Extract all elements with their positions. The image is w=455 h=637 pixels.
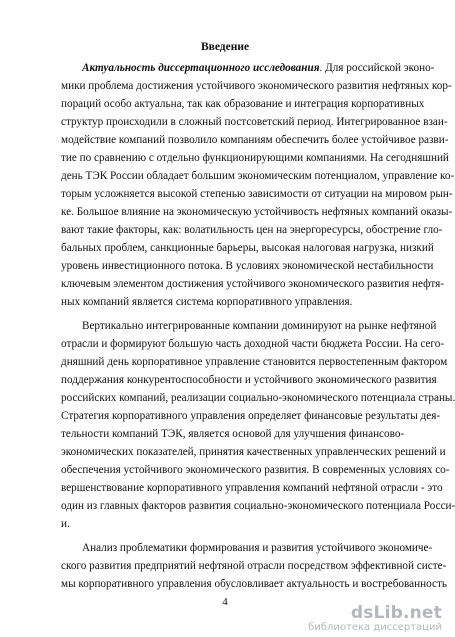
paragraph-1-line-4: структур происходили в сложный постсоветский период. Интегрированное взаи- (61, 116, 448, 128)
lead-phrase: Актуальность диссертационного исследования (82, 62, 320, 74)
paragraph-1-line-6: тие по сравнению с отдельно функционирующими компаниями. На сегодняшний (61, 152, 449, 164)
text-span: . Для российской эконо- (319, 62, 435, 74)
paragraph-1-line-13: ключевым элементом достижения устойчивого экономического развития нефтя- (61, 278, 444, 290)
watermark (308, 604, 442, 633)
paragraph-1-line-12: уровень инвестиционного потока. В условиях экономической нестабильности (61, 260, 434, 272)
section-heading: Введение (200, 41, 250, 53)
watermark-subtitle: библиотека диссертаций (308, 622, 442, 633)
paragraph-2-line-3: дняшний день корпоративное управление становится первостепенным фактором (61, 356, 448, 368)
paragraph-2-line-10: вершенствование корпоративного управления компаний нефтяной отрасли - это (61, 482, 443, 494)
paragraph-1-line-7: день ТЭК России обладает большим экономическим потенциалом, управление ко- (61, 170, 455, 182)
paragraph-1-line-3: пораций особо актуальна, так как образование и интеграция корпоративных (61, 98, 425, 110)
paragraph-3-line-3: мы корпоративного управления обусловливает актуальность и востребованность (61, 578, 447, 590)
paragraph-2-line-12: и. (61, 518, 70, 530)
paragraph-1-line-1 (82, 59, 435, 77)
paragraph-2-line-2: отрасли и формируют большую часть доходной части бюджета России. На сего- (61, 338, 445, 350)
paragraph-3-line-2: ского развития предприятий нефтяной отрасли посредством эффективной систе- (61, 560, 447, 572)
paragraph-1-line-11: бальных проблем, санкционные барьеры, высокая налоговая нагрузка, низкий (61, 242, 434, 254)
paragraph-1-line-8: торым усложняется высокой степенью зависимости от ситуации на мировом рын- (61, 188, 453, 200)
paragraph-2-line-6: Стратегия корпоративного управления определяет финансовые результаты дея- (61, 410, 441, 422)
page-number: 4 (222, 596, 228, 608)
paragraph-2-line-8: экономических показателей, принятия качественных управленческих решений и (61, 446, 446, 458)
paragraph-2-line-5: российских компаний, реализации социально-экономического потенциала страны. (61, 392, 455, 404)
paragraph-3-line-1: Анализ проблематики формирования и развития устойчивого экономиче- (82, 542, 433, 554)
paragraph-1-line-5: модействие компаний позволило компаниям обеспечить более устойчивое разви- (61, 134, 449, 146)
paragraph-2-line-9: обеспечения устойчивого экономического развития. В современных условиях со- (61, 464, 450, 476)
paragraph-2-line-11: один из главных факторов развития социально-экономического потенциала Росси- (61, 500, 455, 512)
watermark-logo: dsLib.net (350, 603, 442, 623)
paragraph-1-line-14: ных компаний является система корпоративного управления. (61, 296, 353, 308)
paragraph-1-line-9: ке. Большое влияние на экономическую устойчивость нефтяных компаний оказы- (61, 206, 453, 218)
paragraph-2-line-7: тельности компаний ТЭК, является основой для улучшения финансово- (61, 428, 405, 440)
paragraph-2-line-1: Вертикально интегрированные компании доминируют на рынке нефтяной (82, 320, 437, 332)
paragraph-1-line-2: мики проблема достижения устойчивого экономического развития нефтяных кор- (61, 80, 452, 92)
paragraph-1-line-10: вают такие факторы, как: волатильность цен на энергоресурсы, обострение гло- (61, 224, 443, 236)
paragraph-2-line-4: поддержания конкурентоспособности и устойчивого экономического развития (61, 374, 437, 386)
